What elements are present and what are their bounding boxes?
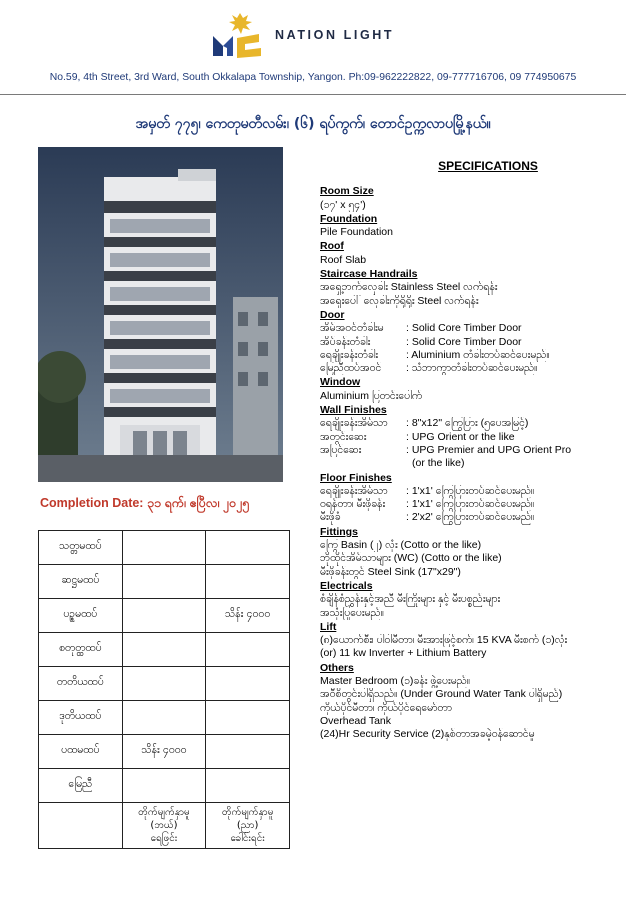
- spec-line: Roof Slab: [320, 253, 367, 266]
- side-label-cell: တိုက်မျက်နှာမူ (ဘယ်) ရေဖြင်း: [122, 803, 206, 849]
- spec-line: ဘိုထိုင်အိမ်သာများ (WC) (Cotto or the like): [320, 552, 502, 565]
- spec-line: [320, 417, 616, 430]
- price-cell: [206, 735, 290, 769]
- spec-value: : UPG Premier and UPG Orient Pro: [406, 443, 572, 456]
- spec-key: ရေချိုးခန်းအိမ်သာ: [320, 484, 388, 497]
- price-cell: [122, 531, 206, 565]
- floor-name-cell: ဒုတိယထပ်: [39, 701, 123, 735]
- spec-line: Overhead Tank: [320, 714, 392, 727]
- spec-line: Pile Foundation: [320, 226, 393, 239]
- price-cell: [122, 599, 206, 633]
- spec-line: (or) 11 kw Inverter + Lithium Battery: [320, 647, 487, 660]
- table-row: [39, 565, 290, 599]
- spec-heading: Foundation: [320, 212, 378, 225]
- spec-line: အရှေးပေါ် လှေခါးကိုရိုရိုး Steel လက်ရန်း: [320, 294, 479, 307]
- spec-value: : 8"x12" ကြွေပြား (၅ပေအမြင့်): [406, 417, 529, 430]
- floor-name-cell: တတိယထပ်: [39, 667, 123, 701]
- spec-value: : Solid Core Timber Door: [406, 322, 522, 335]
- spec-key: ရေချိုးခန်းတံခါး: [320, 348, 379, 361]
- spec-line: ကိုယ်ပိုင်မီတာ၊ ကိုယ်ပိုင်ရေမော်တာ: [320, 701, 452, 714]
- spec-line: [320, 362, 616, 375]
- spec-key: အတွင်းဆေး: [320, 430, 367, 443]
- spec-heading: Room Size: [320, 185, 374, 198]
- spec-line: [320, 511, 616, 524]
- spec-heading: Others: [320, 661, 354, 674]
- spec-key: မြေညီထပ်အဝင်: [320, 362, 382, 375]
- spec-line: [320, 444, 616, 457]
- spec-value: : သံဘာကွာတံခါးတပ်ဆင်ပေးမည်။: [406, 362, 538, 375]
- spec-line: အသုံးပြုပေးမည်။: [320, 606, 384, 619]
- spec-line: [320, 485, 616, 498]
- spec-key: ရေချိုးခန်းအိမ်သာ: [320, 417, 388, 430]
- price-cell: [122, 633, 206, 667]
- spec-line: [320, 336, 616, 349]
- spec-heading: Lift: [320, 620, 337, 633]
- table-footer-row: [39, 803, 290, 849]
- table-row: [39, 701, 290, 735]
- spec-key: မီးဖိုခံ: [320, 511, 341, 524]
- price-cell: [122, 565, 206, 599]
- spec-line: Master Bedroom (၁)ခန်း ဖွဲ့ပေးမည်။: [320, 674, 471, 687]
- table-row: [39, 735, 290, 769]
- floor-name-cell: မြေညီ: [39, 769, 123, 803]
- header-divider: [0, 94, 626, 95]
- company-address: No.59, 4th Street, 3rd Ward, South Okkalapa Township, Yangon. Ph:09-962222822, 09-777716706, 09 774950675: [49, 72, 577, 83]
- spec-line: ကြွေ Basin (၂) လုံး (Cotto or the like): [320, 539, 482, 552]
- price-cell: [122, 769, 206, 803]
- price-cell: [122, 667, 206, 701]
- floor-name-cell: ပဥ္စမထပ်: [39, 599, 123, 633]
- spec-heading: Fittings: [320, 525, 358, 538]
- price-cell: သိန်း ၄၀၀၀: [122, 735, 206, 769]
- floor-name-cell: ဆဋ္ဌမထပ်: [39, 565, 123, 599]
- floor-name-cell: ပထမထပ်: [39, 735, 123, 769]
- building-photo: [38, 147, 283, 482]
- spec-line: [320, 322, 616, 335]
- price-cell: [122, 701, 206, 735]
- price-cell: [206, 769, 290, 803]
- spec-value: : UPG Orient or the like: [406, 430, 515, 443]
- table-row: [39, 769, 290, 803]
- spec-value: : Solid Core Timber Door: [406, 335, 522, 348]
- price-cell: [206, 531, 290, 565]
- spec-line: (24)Hr Security Service (2)နှစ်တာအခမဲ့ဝန်ဆောင်မှု: [320, 728, 535, 741]
- table-row: [39, 531, 290, 565]
- letterhead: [0, 0, 626, 96]
- spec-line: အရှေ့ဘက်လှေခါး Stainless Steel လက်ရန်း: [320, 281, 498, 294]
- floor-name-cell: သတ္တမထပ်: [39, 531, 123, 565]
- spec-line: မီးဖိုခန်းတွင် Steel Sink (17"x29"): [320, 565, 461, 578]
- spec-line: စံချိန်စံညွှန်းနှင့်အညီ မီးကြိုးများ နှင့် မီးပစ္စည်းများ: [320, 593, 501, 606]
- side-label-cell: [39, 803, 123, 849]
- spec-line: [320, 498, 616, 511]
- spec-heading: Electricals: [320, 579, 373, 592]
- price-cell: [206, 565, 290, 599]
- floor-name-cell: စတုတ္ထထပ်: [39, 633, 123, 667]
- specifications-title: SPECIFICATIONS: [438, 159, 538, 173]
- spec-value: : Aluminium တံခါးတပ်ဆင်ပေးမည်။: [406, 348, 550, 361]
- spec-line: Aluminium ပြတင်းပေါက်: [320, 389, 423, 402]
- spec-heading: Door: [320, 308, 345, 321]
- spec-heading: Window: [320, 376, 361, 389]
- spec-heading: Staircase Handrails: [320, 268, 418, 281]
- spec-line: (၈)ယောက်စီး၊ ပါဝါမီတာ၊ မီးအားဖြင့်စက်၊ 15 KVA မီးစက် (၁)လုံး: [320, 634, 568, 647]
- spec-value: : 1'x1' ကြွေပြားတပ်ဆင်ပေးမည်။: [406, 498, 535, 511]
- spec-line: အဝီစိတွင်းပါရှိသည်။ (Under Ground Water Tank ပါရှိမည်): [320, 688, 563, 701]
- table-row: [39, 599, 290, 633]
- spec-line: (or the like): [412, 457, 465, 470]
- table-row: [39, 667, 290, 701]
- price-cell: [206, 667, 290, 701]
- spec-key: အပြင်ဆေး: [320, 443, 362, 456]
- spec-heading: Wall Finishes: [320, 404, 387, 417]
- spec-value: : 1'x1' ကြွေပြားတပ်ဆင်ပေးမည်။: [406, 484, 535, 497]
- price-cell: [206, 633, 290, 667]
- spec-key: အိပ်ခန်းတံခါး: [320, 335, 371, 348]
- floor-price-table: [38, 530, 290, 849]
- spec-key: အိမ်အဝင်တံခါးမ: [320, 322, 384, 335]
- spec-line: [320, 349, 616, 362]
- specifications-panel: [320, 160, 616, 741]
- price-cell: သိန်း ၄၀၀၀: [206, 599, 290, 633]
- spec-heading: Roof: [320, 240, 344, 253]
- side-label-cell: တိုက်မျက်နှာမူ (ညာ) ခေါင်းရင်း: [206, 803, 290, 849]
- spec-heading: Floor Finishes: [320, 471, 392, 484]
- spec-key: ဝရန်တာ၊ မီးဖိုခန်း: [320, 498, 386, 511]
- spec-value: : 2'x2' ကြွေပြားတပ်ဆင်ပေးမည်။: [406, 511, 535, 524]
- spec-line: (၁၇' x ၅၄'): [320, 198, 366, 211]
- nation-light-logo-icon: [207, 12, 269, 60]
- completion-date: Completion Date: ၃၁ ရက်၊ ဧပြီလ၊ ၂၀၂၅: [40, 496, 250, 510]
- table-row: [39, 633, 290, 667]
- spec-line: [320, 431, 616, 444]
- brand-name: NATION LIGHT: [275, 28, 395, 42]
- price-cell: [206, 701, 290, 735]
- property-address-title: အမှတ် ၇၇၅၊ ကေတုမတီလမ်း၊ (၆) ရပ်ကွက်၊ တောင်ဥက္ကလာပမြို့နယ်။: [135, 116, 491, 132]
